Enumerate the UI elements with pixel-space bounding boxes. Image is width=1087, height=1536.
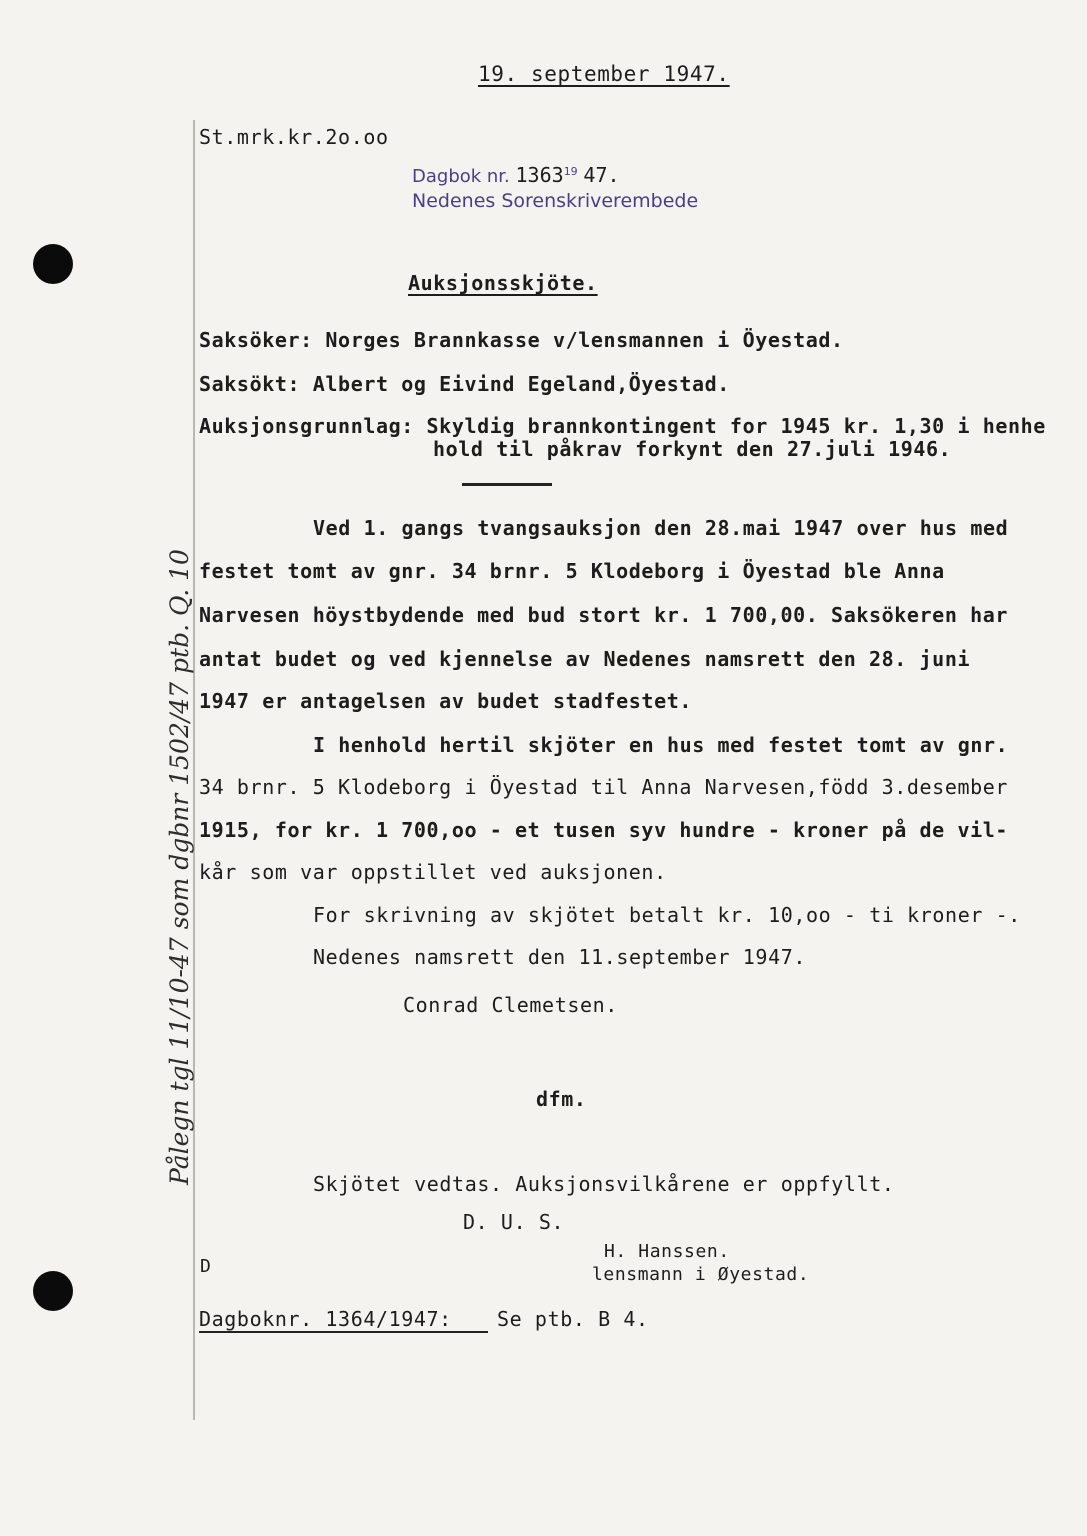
document-date: 19. september 1947. [478, 62, 730, 86]
footer-ref-text: Se ptb. B 4. [497, 1307, 649, 1331]
plaintiff-line: Saksöker: Norges Brannkasse v/lensmannen i Öyestad. [199, 328, 844, 352]
margin-handwritten-note: Pålegn tgl 11/10-47 som dgbnr 1502/47 ptb. Q. 10 [165, 549, 194, 1185]
stamp-duty: St.mrk.kr.2o.oo [199, 125, 389, 149]
stamp-label: Dagbok nr. [412, 166, 510, 187]
dus-mark: D. U. S. [463, 1210, 565, 1234]
body-line: Narvesen höystbydende med bud stort kr. 1 700,00. Saksökeren har [199, 603, 1009, 627]
footer-ref: Dagboknr. 1364/1947: [199, 1307, 452, 1331]
body-line: I henhold hertil skjöter en hus med festet tomt av gnr. [313, 733, 1009, 757]
stamp-number: 1363 [515, 163, 564, 187]
defendant-line: Saksökt: Albert og Eivind Egeland,Öyestad. [199, 372, 730, 396]
document-title: Auksjonsskjöte. [408, 271, 598, 295]
body-line: 1947 er antagelsen av budet stadfestet. [199, 689, 692, 713]
judge-signature: Conrad Clemetsen. [403, 993, 618, 1017]
punch-hole-top [33, 244, 73, 284]
body-line: Ved 1. gangs tvangsauksjon den 28.mai 1947 over hus med [313, 516, 1009, 540]
body-line: 34 brnr. 5 Klodeborg i Öyestad til Anna Narvesen,född 3.desember [199, 775, 1009, 799]
body-line: festet tomt av gnr. 34 brnr. 5 Klodeborg i Öyestad ble Anna [199, 559, 945, 583]
body-line: antat budet og ved kjennelse av Nedenes namsrett den 28. juni [199, 647, 971, 671]
stamp-year: 47. [583, 163, 620, 187]
body-line: For skrivning av skjötet betalt kr. 10,oo - ti kroner -. [313, 903, 1021, 927]
lensmann-title: lensmann i Øyestad. [592, 1264, 810, 1285]
auction-basis-line-1: Auksjonsgrunnlag: Skyldig brannkontingent for 1945 kr. 1,30 i henhe [199, 414, 1046, 438]
body-line: Nedenes namsrett den 11.september 1947. [313, 945, 806, 969]
stamp-line-1 [412, 163, 620, 187]
stamp-line-2: Nedenes Sorenskriverembede [412, 190, 699, 212]
body-line: 1915, for kr. 1 700,oo - et tusen syv hundre - kroner på de vil- [199, 818, 1009, 842]
footer-ref-underline [199, 1331, 488, 1333]
margin-d-mark: D [200, 1256, 212, 1277]
lensmann-signature: H. Hanssen. [604, 1241, 730, 1262]
stamp-sup: 19 [563, 165, 578, 178]
punch-hole-bottom [33, 1271, 73, 1311]
dfm-mark: dfm. [536, 1087, 587, 1111]
separator-dash [462, 483, 552, 486]
acceptance-line: Skjötet vedtas. Auksjonsvilkårene er oppfyllt. [313, 1172, 895, 1196]
body-line: kår som var oppstillet ved auksjonen. [199, 860, 667, 884]
auction-basis-line-2: hold til påkrav forkynt den 27.juli 1946. [433, 437, 952, 461]
